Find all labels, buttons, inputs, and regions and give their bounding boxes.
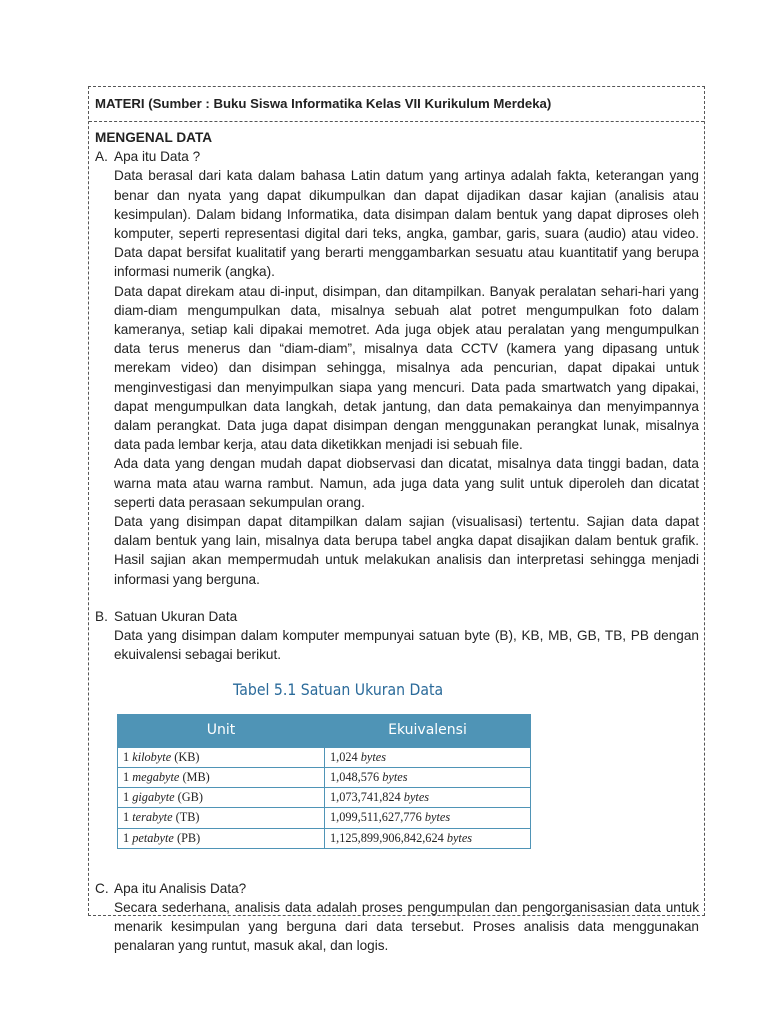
section-a-paragraph-4: Data yang disimpan dapat ditampilkan dalam sajian (visualisasi) tertentu. Sajian data dapat dalam bentuk yang lain, misalnya data berupa tabel angka dapat disajikan dalam bentuk grafik. Hasil sajian akan mempermudah untuk melakukan analisis dan interpretasi sehingga menjadi informasi yang berguna. bbox=[114, 514, 699, 587]
table-row bbox=[118, 767, 531, 787]
section-title: MENGENAL DATA bbox=[95, 130, 213, 145]
table-title: Tabel 5.1 Satuan Ukuran Data bbox=[233, 680, 444, 700]
unit-cell: 1 petabyte (PB) bbox=[118, 828, 325, 848]
section-b-heading bbox=[95, 607, 699, 626]
units-table bbox=[117, 714, 531, 849]
table-row bbox=[118, 788, 531, 808]
equiv-cell: 1,099,511,627,776 bytes bbox=[325, 808, 531, 828]
table-header-row bbox=[118, 714, 531, 747]
header-title: MATERI (Sumber : Buku Siswa Informatika Kelas VII Kurikulum Merdeka) bbox=[95, 96, 552, 111]
unit-cell: 1 terabyte (TB) bbox=[118, 808, 325, 828]
header-row bbox=[89, 87, 704, 122]
spacer bbox=[95, 849, 699, 879]
equiv-cell: 1,048,576 bytes bbox=[325, 767, 531, 787]
section-b-label: B. bbox=[95, 608, 108, 624]
table-row bbox=[118, 747, 531, 767]
section-a-title: Apa itu Data ? bbox=[114, 149, 201, 165]
equiv-cell: 1,125,899,906,842,624 bytes bbox=[325, 828, 531, 848]
unit-cell: 1 megabyte (MB) bbox=[118, 767, 325, 787]
section-c-title: Apa itu Analisis Data? bbox=[114, 880, 247, 896]
section-c-label: C. bbox=[95, 880, 109, 896]
spacer bbox=[95, 589, 699, 607]
materi-frame bbox=[88, 86, 705, 954]
table-row bbox=[118, 828, 531, 848]
equiv-cell: 1,073,741,824 bytes bbox=[325, 788, 531, 808]
section-c-paragraph-1: Secara sederhana, analisis data adalah proses pengumpulan dan pengorganisasian data untuk menarik kesimpulan yang berguna dari data tersebut. Proses analisis data menggunakan penalaran yang runtut, masuk akal, dan logis. bbox=[114, 899, 699, 954]
content bbox=[95, 128, 699, 956]
section-a-heading bbox=[95, 147, 699, 166]
unit-cell: 1 kilobyte (KB) bbox=[118, 747, 325, 767]
section-b-paragraph-1: Data yang disimpan dalam komputer mempunyai satuan byte (B), KB, MB, GB, TB, PB dengan ekuivalensi sebagai berikut. bbox=[114, 628, 699, 663]
section-a-label: A. bbox=[95, 149, 108, 165]
section-b-title: Satuan Ukuran Data bbox=[114, 608, 238, 624]
table-row bbox=[118, 808, 531, 828]
equiv-cell: 1,024 bytes bbox=[325, 747, 531, 767]
section-c-heading bbox=[95, 879, 699, 898]
section-a-paragraph-2: Data dapat direkam atau di-input, disimpan, dan ditampilkan. Banyak peralatan sehari-hari yang diam-diam mengumpulkan data, misalnya sebuah alat potret mengumpulkan foto dalam kameranya, setiap kali dipakai memotret. Ada juga objek atau peralatan yang mengumpulkan data terus menerus dan “diam-diam”, misalnya data CCTV (kamera yang dipasang untuk merekam video) dan disimpan sehingga, misalnya ada pencurian, dapat dipakai untuk menginvestigasi dan menyimpulkan siapa yang mencuri. Data pada smartwatch yang dipakai, dapat mengumpulkan data langkah, detak jantung, dan data pemakainya dan menyimpannya dalam perangkat. Data juga dapat disimpan dengan menggunakan perangkat lunak, misalnya data pada lembar kerja, atau data diketikkan menjadi isi sebuah file. bbox=[114, 283, 699, 453]
col-equiv-header: Ekuivalensi bbox=[325, 714, 531, 747]
col-unit-header: Unit bbox=[118, 714, 325, 747]
section-a-paragraph-3: Ada data yang dengan mudah dapat diobservasi dan dicatat, misalnya data tinggi badan, data warna mata atau warna rambut. Namun, ada juga data yang sulit untuk diperoleh dan dicatat seperti data perasaan sekumpulan orang. bbox=[114, 456, 699, 510]
unit-cell: 1 gigabyte (GB) bbox=[118, 788, 325, 808]
section-a-paragraph-1: Data berasal dari kata dalam bahasa Latin datum yang artinya adalah fakta, keterangan yang benar dan nyata yang dapat dikumpulkan dan dapat dijadikan dasar kajian (analisis atau kesimpulan). Dalam bidang Informatika, data disimpan dalam bentuk yang dapat diproses oleh komputer, seperti representasi digital dari teks, angka, gambar, garis, suara (audio) atau video. Data dapat bersifat kualitatif yang berarti menggambarkan sesuatu atau kuantitatif yang berupa informasi numerik (angka). bbox=[114, 168, 699, 280]
